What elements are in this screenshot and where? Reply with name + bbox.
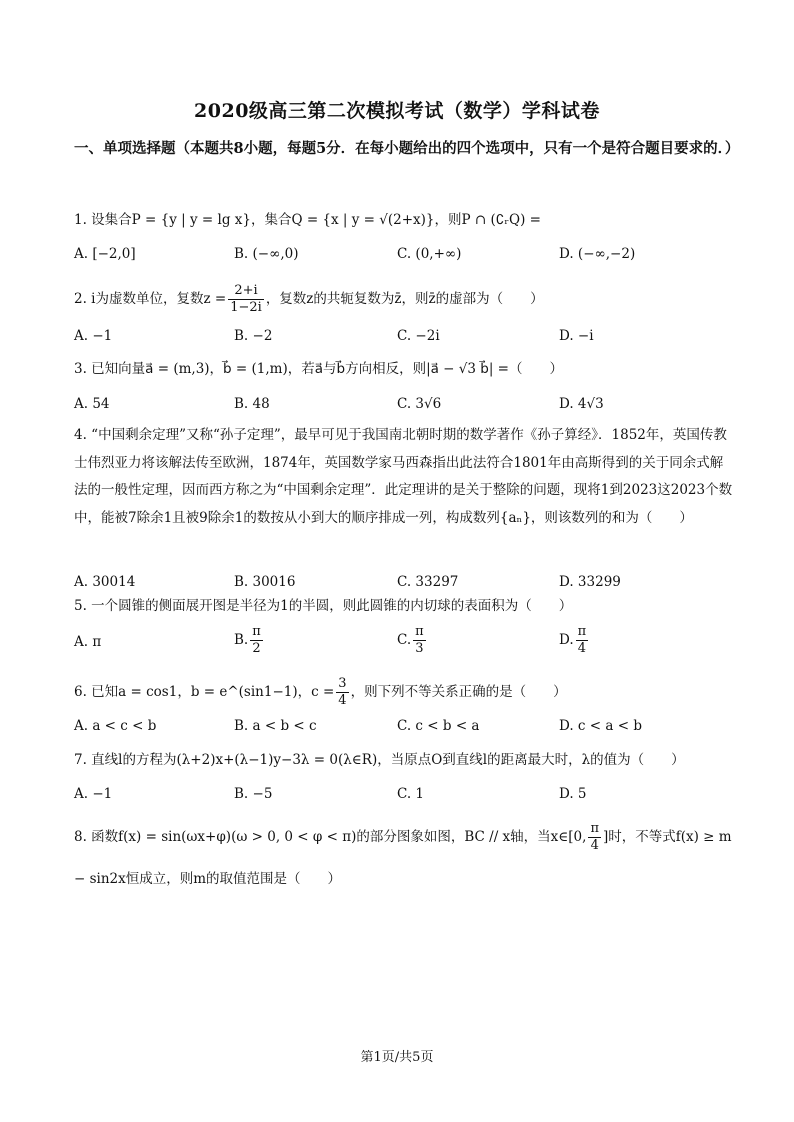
question-2-stem — [74, 283, 734, 316]
option-prefix: C. — [397, 632, 412, 648]
option-b: B. −2 — [234, 328, 273, 344]
fraction-denominator: 4 — [577, 641, 587, 656]
question-2-text-after: ，复数z的共轭复数为z̄，则z̄的虚部为（ ） — [265, 291, 544, 307]
fraction-denominator: 2 — [252, 641, 261, 656]
option-c: C. 1 — [397, 786, 425, 802]
question-7-stem: 7. 直线l的方程为(λ+2)x+(λ−1)y−3λ = 0(λ∈R)，当原点O到直线l的距离最大时，λ的值为（ ） — [74, 752, 685, 768]
option-b: B. 48 — [234, 396, 270, 412]
option-c — [397, 624, 428, 657]
fraction — [228, 283, 264, 316]
question-3-stem: 3. 已知向量a⃗ = (m,3)，b⃗ = (1,m)，若a⃗与b⃗方向相反，则|a⃗ − √3 b⃗| =（ ） — [74, 361, 563, 377]
question-6-options — [74, 718, 734, 742]
fraction-numerator: 2+i — [228, 283, 264, 300]
option-a: A. a < c < b — [74, 718, 157, 734]
page-footer: 第1页/共5页 — [360, 1050, 434, 1065]
question-6-stem — [74, 676, 734, 709]
option-b: B. (−∞,0) — [234, 246, 299, 262]
question-8-text-before: 8. 函数f(x) = sin(ωx+φ)(ω > 0, 0 < φ < π)的部分图象如图，BC // x轴，当x∈[0, — [74, 829, 587, 845]
fraction — [588, 821, 601, 854]
question-7-options — [74, 786, 734, 810]
option-c: C. c < b < a — [397, 718, 480, 734]
question-5-options — [74, 624, 734, 668]
option-a: A. 30014 — [74, 574, 136, 590]
question-1-options — [74, 246, 734, 270]
fraction — [576, 624, 589, 657]
option-c: C. −2i — [397, 328, 440, 344]
option-d: D. 33299 — [559, 574, 621, 590]
option-d: D. c < a < b — [559, 718, 642, 734]
fraction-denominator: 4 — [590, 838, 599, 853]
question-2-text-before: 2. i为虚数单位，复数z = — [74, 291, 227, 307]
option-a: A. [−2,0] — [74, 246, 136, 262]
option-b: B. 30016 — [234, 574, 296, 590]
option-a: A. −1 — [74, 786, 113, 802]
fraction-numerator: π — [590, 821, 599, 836]
question-8-stem — [74, 816, 734, 900]
fraction — [336, 676, 348, 709]
option-prefix: D. — [559, 632, 574, 648]
question-6-text-before: 6. 已知a = cos1，b = e^(sin1−1)，c = — [74, 684, 335, 700]
option-c: C. 33297 — [397, 574, 459, 590]
option-c: C. 3√6 — [397, 396, 442, 412]
option-c: C. (0,+∞) — [397, 246, 462, 262]
option-a: A. π — [74, 634, 102, 650]
question-1-stem: 1. 设集合P = {y | y = lg x}，集合Q = {x | y = √(2+x)}，则P ∩ (∁ᵣQ) = — [74, 212, 541, 228]
fraction-denominator: 1−2i — [230, 300, 262, 315]
fraction-numerator: π — [415, 624, 424, 639]
option-d: D. (−∞,−2) — [559, 246, 636, 262]
option-d: D. 4√3 — [559, 396, 604, 412]
fraction-numerator: π — [252, 624, 261, 639]
option-b: B. a < b < c — [234, 718, 317, 734]
question-5-stem: 5. 一个圆锥的侧面展开图是半径为1的半圆，则此圆锥的内切球的表面积为（ ） — [74, 598, 573, 614]
page-title: 2020级高三第二次模拟考试（数学）学科试卷 — [194, 100, 600, 122]
option-d — [559, 624, 590, 657]
option-b — [234, 624, 265, 657]
fraction — [413, 624, 426, 657]
question-2-options — [74, 328, 734, 352]
option-d: D. 5 — [559, 786, 587, 802]
fraction-denominator: 4 — [338, 693, 347, 708]
option-b: B. −5 — [234, 786, 273, 802]
question-4-stem: 4. “中国剩余定理”又称“孙子定理”，最早可见于我国南北朝时期的数学著作《孙子算经》．1852年，英国传教士伟烈亚力将该解法传至欧洲，1874年，英国数学家马西森指出此法符合1801年由高斯得到的关于同余式解法的一般性定理，因而西方称之为“中国剩余定理”．此定理讲的是关于整除的问题，现将1到2023这2023个数中，能被7除余1且被9除余1的数按从小到大的顺序排成一列，构成数列{aₙ}，则该数列的和为（ ） — [74, 427, 733, 526]
section-heading: 一、单项选择题（本题共8小题，每题5分．在每小题给出的四个选项中，只有一个是符合题目要求的．） — [74, 140, 740, 157]
question-3-options — [74, 396, 734, 420]
question-6-text-after: ，则下列不等关系正确的是（ ） — [350, 684, 567, 700]
fraction-denominator: 3 — [415, 641, 424, 656]
option-a: A. −1 — [74, 328, 113, 344]
question-8-text-after: ]时，不等式f(x) ≥ m − sin2x恒成立，则m的取值范围是（ ） — [74, 829, 732, 887]
fraction — [250, 624, 263, 657]
option-a: A. 54 — [74, 396, 110, 412]
fraction-numerator: π — [577, 624, 587, 639]
fraction-numerator: 3 — [338, 676, 347, 691]
option-prefix: B. — [234, 632, 249, 648]
option-d: D. −i — [559, 328, 594, 344]
